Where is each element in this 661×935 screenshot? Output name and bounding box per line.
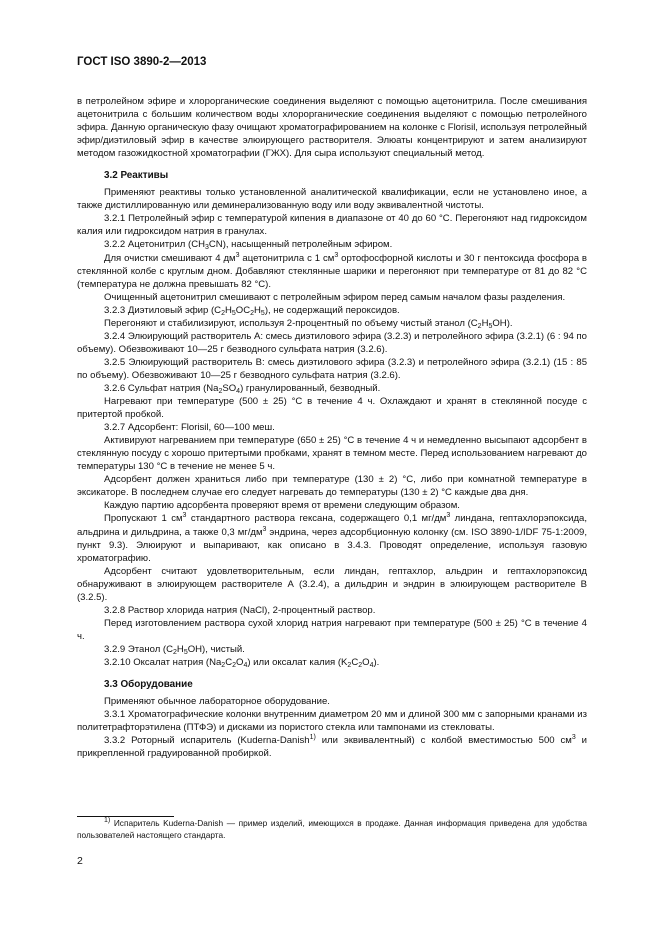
paragraph: 3.2.8 Раствор хлорида натрия (NaCl), 2-процентный раствор. [104,604,376,616]
paragraph: 3.2.6 Сульфат натрия $(Na_2SO_4)$ гранулированный, безводный. [104,382,381,395]
paragraph: Для очистки смешивают 4 $дм^3$ ацетонитрила с 1 $см^3$ ортофосфорной кислоты и 30 г пентоксида фосфора в стеклянной колбе с круглым дном. Добавляют стеклянные шарики и перегоняют при температуре от 81 до 82 °С (температура не должна превышать 82 °С). [77,251,587,290]
paragraph: 3.2.2 Ацетонитрил $(CH_3CN)$, насыщенный петролейным эфиром. [104,239,393,252]
page-number: 2 [77,855,83,867]
intro-paragraph: в петролейном эфире и хлорорганические соединения выделяют с помощью ацетонитрила. После смешивания ацетонитрила с большим количеством воды хлорорганические соединения выделяют с помощью петролейного эфира. Данную органическую фазу очищают хроматографированием на колонке с Florisil, используя петролейный эфир/диэтиловый эфир в качестве элюирующего растворителя. Элюаты концентрируют и затем анализируют методом газожидкостной хроматографии (ГЖХ). Для сыра используют специальный метод. [77,96,587,160]
paragraph: 3.2.10 Оксалат натрия $(Na_2C_2O_4)$ или оксалат калия $(K_2C_2O_4)$. [104,656,380,669]
paragraph: Перегоняют и стабилизируют, используя 2-процентный по объему чистый этанол $(C_2H_5OH)$. [104,317,513,330]
paragraph: 3.2.3 Диэтиловый эфир $(C_2H_5OC_2H_5)$, не содержащий пероксидов. [104,304,400,317]
paragraph: Каждую партию адсорбента проверяют время от времени следующим образом. [104,500,460,512]
footnote-text: Испаритель Kuderna-Danish — пример изделий, имеющихся в продаже. Данная информация приведена для удобства пользователей настоящего стандарта. [77,818,587,840]
document-header: ГОСТ ISO 3890-2—2013 [77,56,207,68]
paragraph: 3.3.1 Хроматографические колонки внутренним диаметром 20 мм и длиной 300 мм с запорными кранами из политетрафторэтилена (ПТФЭ) и дисками из пористого стекла или тампонами из стекловаты. [77,709,587,734]
section-title-reagents: 3.2 Реактивы [104,170,169,182]
footnote [77,818,587,841]
paragraph: Активируют нагреванием при температуре (650 ± 25) °С в течение 4 ч и немедленно высыпают адсорбент в стеклянную посуду с хорошо притертыми пробками, хранят в темном месте. Перед использованием нагревают до температуры 130 °С в течение не менее 5 ч. [77,435,587,473]
footnote-mark: 1) [104,817,111,824]
paragraph: Применяют обычное лабораторное оборудование. [104,696,330,708]
document-body [77,95,587,760]
paragraph: 3.3.2 Роторный испаритель (Kuderna-Danish$^{1)}$ или эквивалентный) с колбой вместимостью 500 $см^3$ и прикрепленной градуированной пробиркой. [77,734,587,760]
paragraph: 3.2.4 Элюирующий растворитель А: смесь диэтилового эфира (3.2.3) и петролейного эфира (3.2.1) (6 : 94 по объему). Обезвоживают 10—25 г безводного сульфата натрия (3.2.6). [77,330,587,355]
paragraph: Очищенный ацетонитрил смешивают с петролейным эфиром перед самым началом фазы разделения. [104,291,566,303]
paragraph: Нагревают при температуре (500 ± 25) °С в течение 4 ч. Охлаждают и хранят в стеклянной посуде с притертой пробкой. [77,396,587,421]
paragraph: 3.2.9 Этанол $(C_2H_5OH)$, чистый. [104,643,245,656]
footnote-divider [77,816,174,817]
paragraph: Адсорбент должен храниться либо при температуре (130 ± 2) °С, либо при комнатной температуре в эксикаторе. В последнем случае его следует нагревать до температуры (130 ± 2) °С каждые два дня. [77,474,587,499]
paragraph: 3.2.7 Адсорбент: Florisil, 60—100 меш. [104,422,275,434]
paragraph: Адсорбент считают удовлетворительным, если линдан, гептахлор, альдрин и гептахлорэпоксид обнаруживают в элюирующем растворителе А (3.2.4), а дильдрин и эндрин в элюирующем растворителе В (3.2.5). [77,565,587,603]
paragraph: 3.2.5 Элюирующий растворитель В: смесь диэтилового эфира (3.2.3) и петролейного эфира (3.2.1) (15 : 85 по объему). Обезвоживают 10—25 г безводного сульфата натрия (3.2.6). [77,356,587,381]
paragraph: 3.2.1 Петролейный эфир с температурой кипения в диапазоне от 40 до 60 °С. Перегоняют над гидроксидом калия или гидроксидом натрия в гранулах. [77,213,587,238]
section-title-equipment: 3.3 Оборудование [104,679,193,691]
paragraph: Применяют реактивы только установленной аналитической квалификации, если не установлено иное, а также дистиллированную или деминерализованную воду или воду эквивалентной чистоты. [77,187,587,212]
paragraph: Пропускают 1 $см^3$ стандартного раствора гексана, содержащего 0,1 $мг/дм^3$ линдана, гептахлорэпоксида, альдрина и дильдрина, а также 0,3 $мг/дм^3$ эндрина, через адсорбционную колонку (см. ISO 3890-1/IDF 75-1:2009, пункт 9.3). Элюируют и выпаривают, как описано в 3.4.3. Проводят определение, используя газовую хроматографию. [77,512,588,564]
paragraph: Перед изготовлением раствора сухой хлорид натрия нагревают при температуре (500 ± 25) °С в течение 4 ч. [77,617,587,642]
